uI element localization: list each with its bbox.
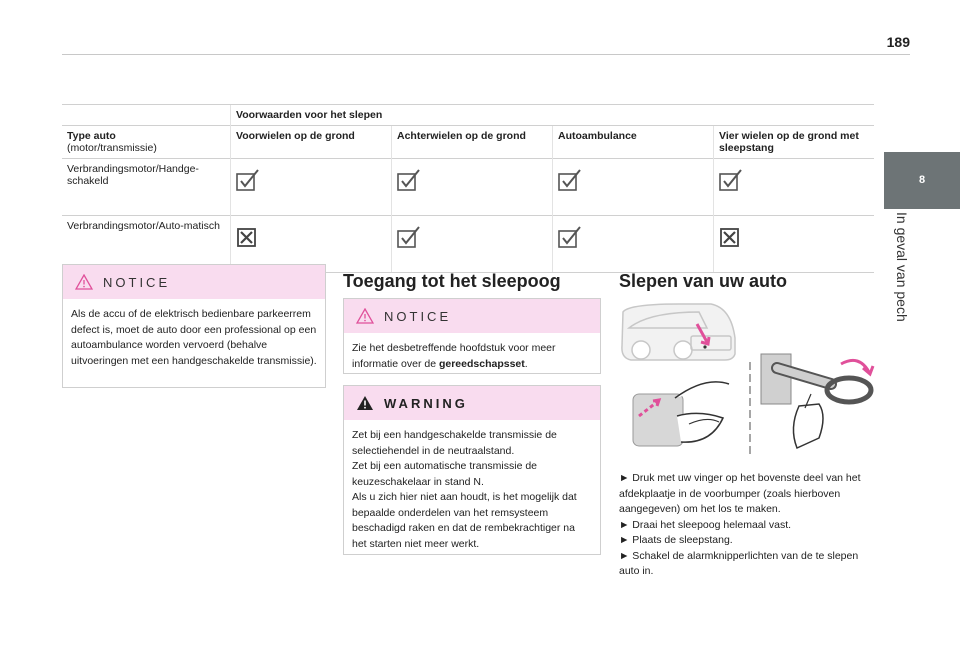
row-label: Verbrandingsmotor/Auto-matisch [62, 216, 231, 273]
chapter-number: 8 [918, 174, 926, 186]
cover-removal-illustration [633, 382, 729, 446]
col-header-rear: Achterwielen op de grond [392, 126, 553, 159]
towing-illustration [619, 298, 881, 460]
towing-conditions-table [62, 104, 874, 273]
tow-eye-illustration [761, 354, 873, 448]
notice-header [63, 265, 325, 299]
table-group-header-row [62, 105, 874, 126]
check-icon [397, 226, 421, 248]
warning-box [343, 385, 601, 555]
notice-text: Als de accu of de elektrisch bedienbare parkeerrem defect is, moet de auto door een professional op een autoambulance worden vervoerd (behalve uitvoeringen met een handgeschakelde transmissie). [71, 308, 317, 367]
notice-box-left [62, 264, 326, 388]
chapter-title: In geval van pech [894, 212, 910, 322]
van-front-illustration [622, 304, 735, 360]
top-rule [62, 54, 910, 55]
cross-icon [719, 226, 743, 248]
row-header-title: Type auto [67, 130, 116, 142]
row-header-sub: (motor/transmissie) [67, 142, 157, 154]
status-cell [392, 159, 553, 216]
cross-icon [236, 226, 260, 248]
warning-label: WARNING [384, 395, 468, 411]
toolkit-link: gereedschapsset [438, 357, 525, 370]
chapter-title-vertical [884, 212, 920, 352]
step-item: ► Druk met uw vinger op het bovenste deel van het afdekplaatje in de voorbumper (zoals hierboven aangegeven) om het los te maken. [619, 472, 861, 515]
step-item: ► Plaats de sleepstang. [619, 534, 733, 546]
table-header-row [62, 126, 874, 159]
notice-label: NOTICE [384, 308, 452, 324]
warning-text: Zet bij een handgeschakelde transmissie de selectiehendel in de neutraalstand. Zet bij een automatische transmissie de keuzeschakelaar in stand N. Als u zich hier niet aan houdt, is het mogelijk dat bepaalde onderdelen van het remsysteem beschadigd raken en dat de rembekrachtiger na het starten niet meer werkt. [352, 429, 577, 550]
col-header-four-wheels: Vier wielen op de grond met sleepstang [714, 126, 875, 159]
section-title-tow-eye: Toegang tot het sleepoog [343, 271, 561, 291]
page-number: 189 [886, 34, 910, 50]
col-header-ambulance: Autoambulance [553, 126, 714, 159]
check-icon [236, 169, 260, 191]
warning-header [344, 386, 600, 420]
status-cell [553, 159, 714, 216]
check-icon [558, 169, 582, 191]
check-icon [397, 169, 421, 191]
warning-triangle-icon [75, 274, 93, 290]
status-cell [392, 216, 553, 273]
notice-header [344, 299, 600, 333]
status-cell [714, 216, 875, 273]
row-label: Verbrandingsmotor/Handge-schakeld [62, 159, 231, 216]
step-item: ► Schakel de alarmknipperlichten van de te slepen auto in. [619, 549, 859, 577]
col-header-front: Voorwielen op de grond [231, 126, 392, 159]
check-icon [558, 226, 582, 248]
section-title-towing: Slepen van uw auto [619, 271, 788, 291]
status-cell [553, 216, 714, 273]
notice-label: NOTICE [103, 274, 171, 290]
status-cell [231, 159, 392, 216]
towing-steps [619, 471, 881, 580]
check-icon [719, 169, 743, 191]
warning-triangle-solid-icon [356, 395, 374, 411]
chapter-tab[interactable] [884, 152, 960, 209]
notice-box-middle [343, 298, 601, 374]
table-group-header: Voorwaarden voor het slepen [231, 105, 875, 126]
warning-triangle-icon [356, 308, 374, 324]
table-row [62, 159, 874, 216]
step-item: ► Draai het sleepoog helemaal vast. [619, 518, 792, 531]
notice-text: Zie het desbetreffende hoofdstuk voor meer informatie over de gereedschapsset. [352, 342, 556, 370]
status-cell [714, 159, 875, 216]
